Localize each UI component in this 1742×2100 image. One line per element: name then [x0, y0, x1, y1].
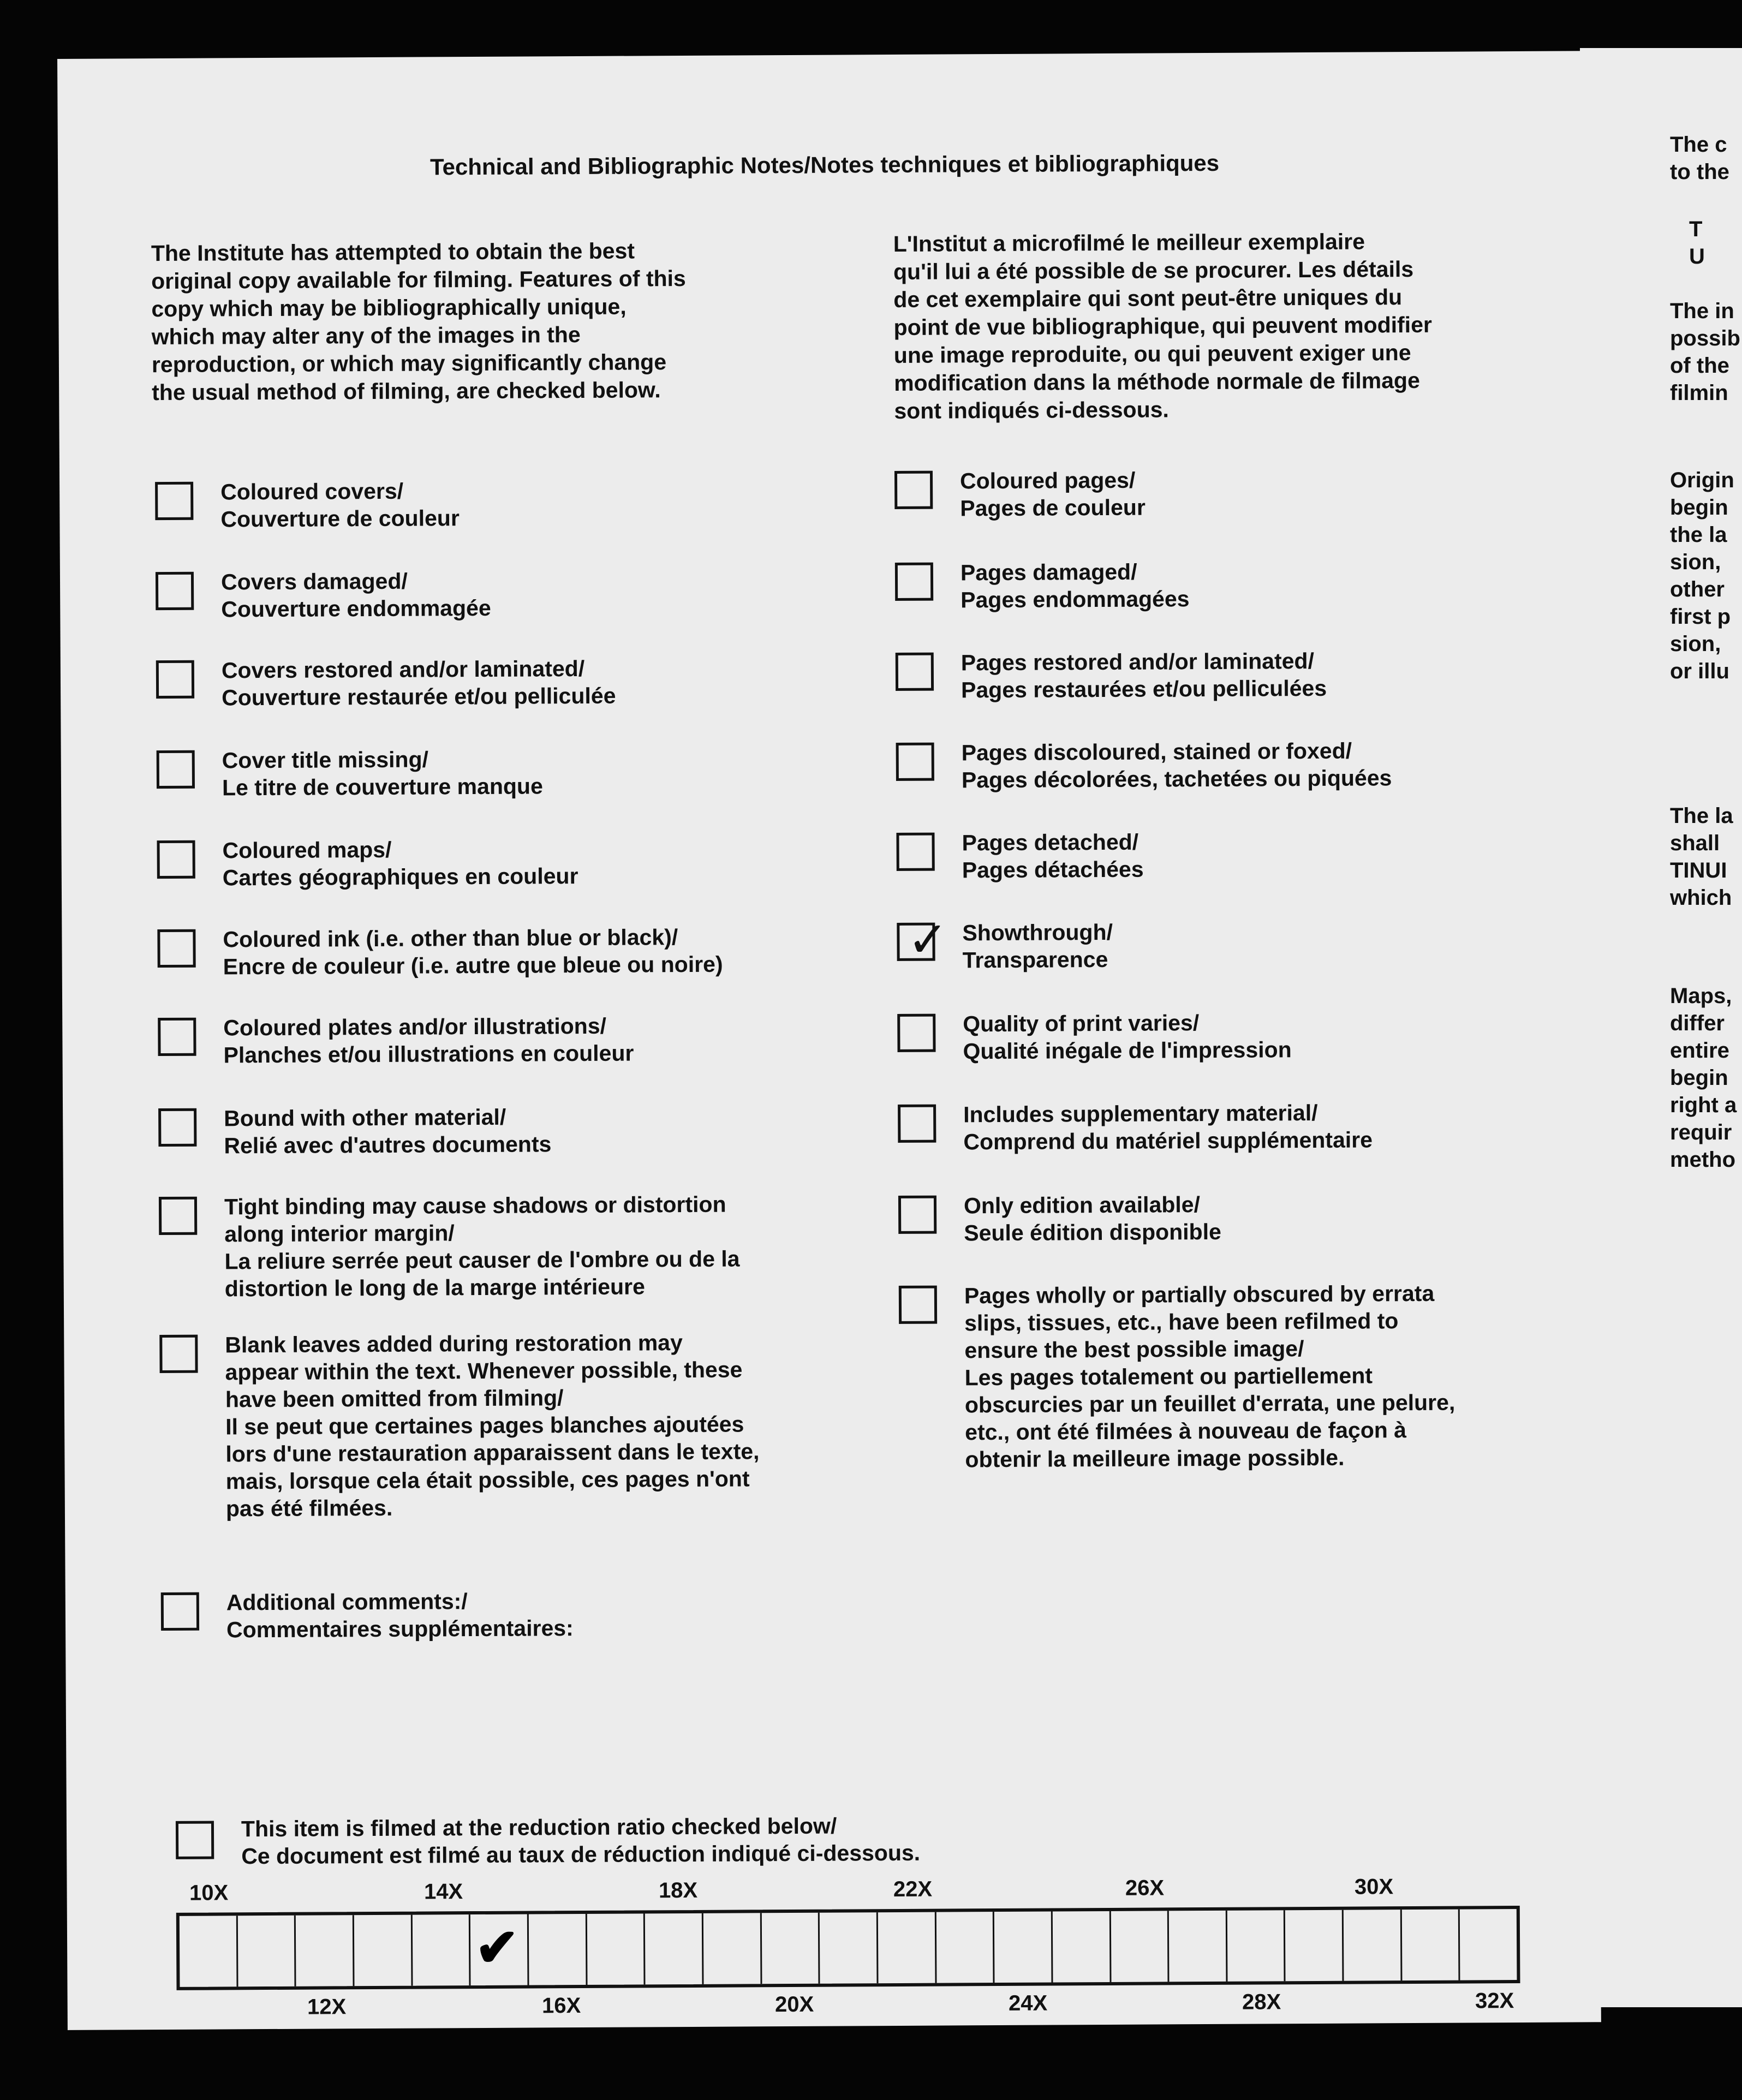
checkbox[interactable] — [898, 1196, 936, 1234]
ratio-label-top: 10X — [189, 1881, 229, 1905]
ratio-label-top: 26X — [1125, 1876, 1165, 1900]
checkbox[interactable] — [898, 1105, 936, 1143]
checkbox-label: Coloured covers/ Couverture de couleur — [220, 478, 460, 532]
ratio-cell[interactable] — [1053, 1911, 1111, 1983]
checkbox[interactable] — [895, 563, 933, 601]
checkbox[interactable] — [155, 482, 193, 520]
ratio-label-top: 22X — [893, 1877, 933, 1902]
reduction-ratio-label: This item is filmed at the reduction ratio checked below/ Ce document est filmé au taux de réduction indiqué ci-dessous. — [241, 1813, 921, 1869]
ratio-cell[interactable] — [703, 1913, 762, 1984]
checkbox-label: Coloured ink (i.e. other than blue or black)/ Encre de couleur (i.e. autre que bleue ou noire) — [223, 924, 723, 980]
intro-french: L'Institut a microfilmé le meilleur exemplaire qu'il lui a été possible de se procurer. Les détails de cet exemplaire qui sont peut-être uniques du point de vue bibliographique, qui peuvent modifier une image reproduite, ou qui peuvent exiger une modification dans la méthode normale de filmage sont indiqués ci-dessous. — [893, 229, 1433, 423]
ratio-cell[interactable] — [1460, 1909, 1517, 1980]
checkbox-label: Coloured pages/ Pages de couleur — [959, 467, 1146, 521]
checkbox[interactable] — [896, 653, 934, 691]
ratio-cell[interactable] — [587, 1913, 645, 1985]
ratio-cell[interactable] — [936, 1912, 994, 1983]
ratio-label-bottom: 12X — [307, 1995, 347, 2019]
checkbox[interactable] — [157, 840, 195, 879]
checkbox[interactable] — [158, 1108, 196, 1147]
intro-english: The Institute has attempted to obtain the best original copy available for filming. Features of this copy which may be bibliographically unique, which may alter any of the images in the reproduction, or which may significantly change the usual method of filming, are checked below. — [151, 238, 686, 405]
checkmark-icon: ✔ — [475, 1918, 520, 1978]
checkmark-icon: ✓ — [907, 912, 949, 968]
adjacent-text-fragment: The c to the — [1670, 133, 1729, 184]
checkbox[interactable] — [157, 750, 195, 789]
notes-sheet — [57, 51, 1601, 2030]
adjacent-text-fragment: Origin begin the la sion, other first p sion, or illu — [1670, 468, 1734, 683]
checkbox-label: Blank leaves added during restoration may appear within the text. Whenever possible, these have been omitted from filming/ Il se peut que certaines pages blanches ajoutées lors d'une restauration apparaissent dans le texte, mais, lorsque cela était possible, ces pages n'ont pas été filmées. — [225, 1330, 760, 1522]
checkbox-label: Pages discoloured, stained or foxed/ Pages décolorées, tachetées ou piquées — [961, 738, 1392, 793]
checkbox[interactable] — [894, 471, 933, 509]
ratio-cell[interactable] — [296, 1915, 354, 1986]
ratio-label-bottom: 32X — [1475, 1989, 1514, 2013]
checkbox[interactable] — [896, 743, 934, 781]
ratio-cell[interactable] — [761, 1913, 820, 1984]
ratio-label-bottom: 16X — [541, 1994, 581, 2018]
ratio-cell[interactable] — [529, 1914, 587, 1985]
checkbox-label: Coloured plates and/or illustrations/ Planches et/ou illustrations en couleur — [223, 1013, 634, 1068]
checkbox-label: Cover title missing/ Le titre de couverture manque — [222, 747, 543, 801]
checkbox-label: Additional comments:/ Commentaires supplémentaires: — [226, 1589, 574, 1643]
ratio-cell[interactable] — [820, 1912, 878, 1984]
ratio-cell[interactable] — [237, 1916, 296, 1987]
ratio-cell[interactable] — [1169, 1911, 1227, 1982]
checkbox-label: Covers restored and/or laminated/ Couverture restaurée et/ou pelliculée — [221, 655, 616, 711]
checkbox-label: Pages restored and/or laminated/ Pages restaurées et/ou pelliculées — [961, 648, 1327, 703]
ratio-label-bottom: 24X — [1008, 1991, 1048, 2015]
ratio-cell[interactable] — [878, 1912, 936, 1984]
checkbox-label: Showthrough/ Transparence — [962, 919, 1113, 973]
ratio-label-top: 18X — [658, 1878, 698, 1903]
checkbox[interactable] — [897, 912, 949, 968]
reduction-ratio-grid — [176, 1906, 1520, 1990]
ratio-cell[interactable] — [354, 1915, 413, 1986]
ratio-cell[interactable] — [1227, 1910, 1286, 1982]
checkbox[interactable] — [156, 660, 194, 699]
ratio-cell[interactable] — [1285, 1910, 1344, 1982]
checkbox-label: Covers damaged/ Couverture endommagée — [220, 568, 491, 622]
page-title: Technical and Bibliographic Notes/Notes techniques et bibliographiques — [429, 150, 1220, 180]
ratio-label-top: 14X — [423, 1880, 463, 1904]
checkbox[interactable] — [158, 1018, 196, 1056]
adjacent-text-fragment: The la shall TINUI which — [1670, 804, 1733, 910]
checkbox-label: Bound with other material/ Relié avec d'autres documents — [224, 1104, 552, 1159]
checkbox[interactable] — [896, 833, 934, 871]
ratio-label-top: 30X — [1354, 1875, 1394, 1899]
checkbox-label: Coloured maps/ Cartes géographiques en couleur — [222, 837, 578, 891]
checkbox[interactable] — [897, 1014, 935, 1052]
ratio-cell[interactable] — [1402, 1910, 1460, 1981]
ratio-cell[interactable] — [1344, 1910, 1402, 1981]
ratio-label-bottom: 20X — [774, 1992, 814, 2017]
checkbox[interactable] — [159, 1335, 198, 1373]
checkbox-label: Quality of print varies/ Qualité inégale de l'impression — [963, 1010, 1292, 1064]
adjacent-text-fragment: The in possib of the filmin — [1670, 299, 1740, 405]
ratio-cell[interactable] — [994, 1911, 1053, 1983]
checkbox-label: Pages wholly or partially obscured by errata slips, tissues, etc., have been refilmed to ensure the best possible image/ Les pages totalement ou partiellement obscurcies par un feuillet d'errata, une pelure, etc., ont été filmées à nouveau de façon à obtenir la meilleure image possible. — [964, 1280, 1455, 1472]
checkbox-label: Tight binding may cause shadows or distortion along interior margin/ La reliure serrée peut causer de l'ombre ou de la distortion le long de la marge intérieure — [224, 1191, 740, 1302]
adjacent-text-fragment: Maps, differ entire begin right a requir metho — [1670, 984, 1737, 1172]
checkbox[interactable] — [156, 572, 194, 610]
ratio-cell[interactable] — [645, 1913, 703, 1985]
checkbox[interactable] — [159, 1197, 197, 1235]
ratio-cell[interactable] — [180, 1916, 238, 1987]
ratio-cell[interactable] — [412, 1914, 470, 1986]
checkbox[interactable] — [161, 1592, 199, 1631]
checkbox-label: Includes supplementary material/ Comprend du matériel supplémentaire — [963, 1100, 1373, 1155]
checkbox-label: Pages detached/ Pages détachées — [962, 829, 1144, 883]
checkbox-label: Only edition available/ Seule édition disponible — [963, 1192, 1221, 1246]
ratio-cell[interactable] — [470, 1914, 529, 1986]
ratio-label-bottom: 28X — [1242, 1990, 1281, 2014]
adjacent-text-fragment: T U — [1689, 217, 1705, 269]
checkbox[interactable] — [157, 929, 195, 968]
ratio-cell[interactable] — [1111, 1911, 1169, 1982]
checkbox[interactable] — [899, 1286, 937, 1324]
checkbox-label: Pages damaged/ Pages endommagées — [960, 559, 1190, 613]
